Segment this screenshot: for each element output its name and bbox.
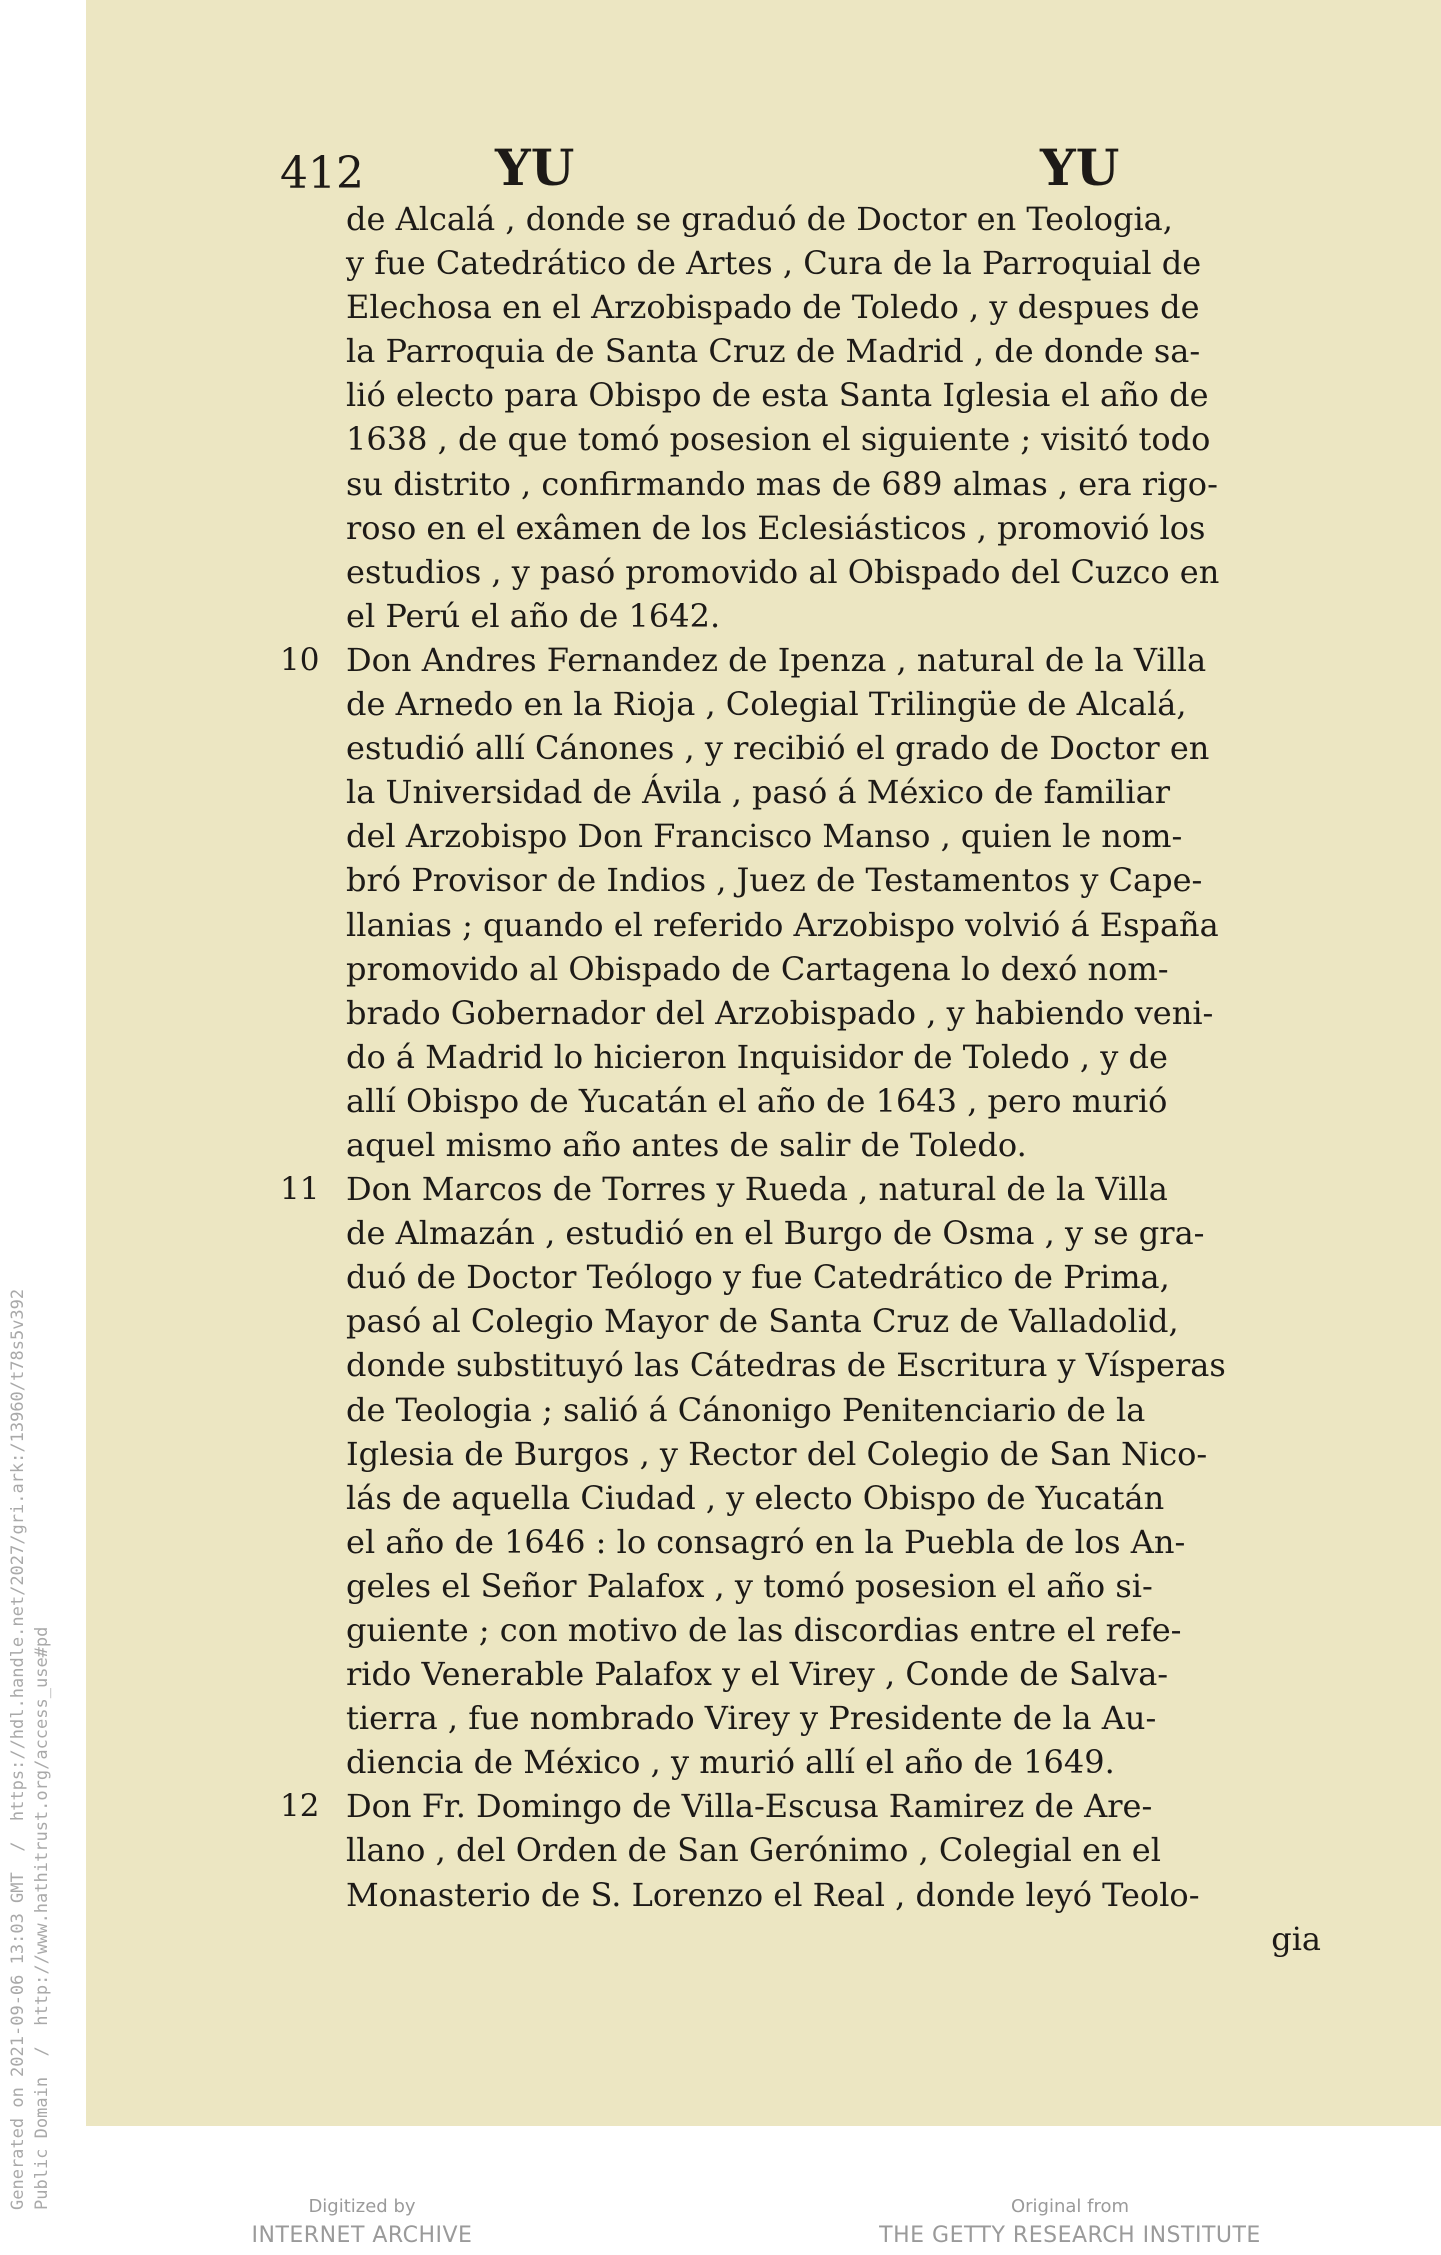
internet-archive-label: INTERNET ARCHIVE [251, 2223, 473, 2248]
line-text: rido Venerable Palafox y el Virey , Conde de Salva- [346, 1655, 1169, 1694]
text-line [280, 726, 1335, 770]
line-text: brado Gobernador del Arzobispado , y habiendo veni- [346, 993, 1214, 1032]
entry-number: 12 [280, 1788, 320, 1825]
page-header [280, 138, 1330, 198]
text-line [280, 506, 1335, 550]
line-text: Iglesia de Burgos , y Rector del Colegio de San Nico- [346, 1434, 1208, 1473]
line-text: 1638 , de que tomó posesion el siguiente ; visitó todo [346, 420, 1211, 459]
text-line [280, 814, 1335, 858]
line-text: bró Provisor de Indios , Juez de Testamentos y Cape- [346, 861, 1203, 900]
line-text: Elechosa en el Arzobispado de Toledo , y despues de [346, 288, 1200, 327]
text-line [280, 594, 1335, 638]
text-line [280, 858, 1335, 902]
text-line [280, 1476, 1335, 1520]
line-text: el año de 1646 : lo consagró en la Puebla de los An- [346, 1522, 1186, 1561]
line-text: la Parroquia de Santa Cruz de Madrid , de donde sa- [346, 332, 1201, 371]
line-text: Don Marcos de Torres y Rueda , natural de la Villa [346, 1170, 1168, 1209]
text-line [280, 1123, 1335, 1167]
text-line [280, 329, 1335, 373]
original-from-label: Original from [1010, 2196, 1130, 2217]
text-line [280, 1432, 1335, 1476]
line-text: y fue Catedrático de Artes , Cura de la Parroquial de [346, 244, 1202, 283]
text-line [280, 1652, 1335, 1696]
text-line [280, 1388, 1335, 1432]
text-line [280, 903, 1335, 947]
text-line [280, 1740, 1335, 1784]
line-text: diencia de México , y murió allí el año de 1649. [346, 1743, 1115, 1782]
text-line [280, 1343, 1335, 1387]
text-line [280, 550, 1335, 594]
line-text: su distrito , confirmando mas de 689 almas , era rigo- [346, 464, 1218, 503]
text-line [280, 1564, 1335, 1608]
line-text: de Arnedo en la Rioja , Colegial Trilingüe de Alcalá, [346, 685, 1187, 724]
stamp-line-1: Generated on 2021-09-06 13:03 GMT / https://hdl.handle.net/2027/gri.ark:/13960/t78s5v392 [8, 1288, 28, 2210]
line-text: lás de aquella Ciudad , y electo Obispo de Yucatán [346, 1478, 1165, 1517]
line-text: roso en el exâmen de los Eclesiásticos , promovió los [346, 508, 1206, 547]
line-text: Monasterio de S. Lorenzo el Real , donde leyó Teolo- [346, 1875, 1200, 1914]
line-text: Don Andres Fernandez de Ipenza , natural de la Villa [346, 640, 1207, 679]
text-line [280, 770, 1335, 814]
original-from [870, 2196, 1270, 2248]
line-text: guiente ; con motivo de las discordias entre el refe- [346, 1611, 1182, 1649]
entry-number: 10 [280, 641, 320, 678]
getty-label: THE GETTY RESEARCH INSTITUTE [879, 2223, 1261, 2248]
stamp-line-2: Public Domain / http://www.hathitrust.org/access_use#pd [32, 1626, 52, 2210]
line-text: promovido al Obispado de Cartagena lo dexó nom- [346, 949, 1169, 988]
text-line [280, 1167, 1335, 1211]
line-text: geles el Señor Palafox , y tomó posesion el año si- [346, 1566, 1153, 1605]
text-line [280, 1299, 1335, 1343]
line-text: de Almazán , estudió en el Burgo de Osma , y se gra- [346, 1214, 1205, 1253]
line-text: do á Madrid lo hicieron Inquisidor de Toledo , y de [346, 1037, 1168, 1076]
text-line [280, 682, 1335, 726]
line-text: Don Fr. Domingo de Villa-Escusa Ramirez de Are- [346, 1787, 1153, 1826]
text-line [280, 1520, 1335, 1564]
page-number: 412 [280, 148, 364, 199]
line-text: aquel mismo año antes de salir de Toledo. [346, 1125, 1027, 1164]
line-text: tierra , fue nombrado Virey y Presidente de la Au- [346, 1699, 1157, 1738]
text-line [280, 417, 1335, 461]
line-text: lió electo para Obispo de esta Santa Iglesia el año de [346, 376, 1209, 415]
text-line [280, 285, 1335, 329]
text-line [280, 991, 1335, 1035]
line-text: estudios , y pasó promovido al Obispado del Cuzco en [346, 552, 1220, 591]
running-head-left: YU [495, 138, 575, 197]
text-line [280, 1608, 1335, 1652]
text-line [280, 373, 1335, 417]
text-line [280, 462, 1335, 506]
text-line [280, 947, 1335, 991]
line-text: duó de Doctor Teólogo y fue Catedrático de Prima, [346, 1258, 1170, 1297]
line-text: del Arzobispo Don Francisco Manso , quien le nom- [346, 817, 1183, 856]
line-text: de Alcalá , donde se graduó de Doctor en Teologia, [346, 200, 1173, 238]
line-text: la Universidad de Ávila , pasó á México de familiar [346, 773, 1170, 812]
running-head-right: YU [1040, 138, 1120, 197]
line-text: estudió allí Cánones , y recibió el grado de Doctor en [346, 729, 1210, 768]
line-text: pasó al Colegio Mayor de Santa Cruz de Valladolid, [346, 1302, 1179, 1341]
catchword: gia [1271, 1919, 1321, 1958]
entry-number: 11 [280, 1171, 320, 1208]
line-text: el Perú el año de 1642. [346, 596, 721, 635]
text-line [280, 197, 1335, 241]
text-line [280, 1828, 1335, 1872]
line-text: donde substituyó las Cátedras de Escritura y Vísperas [346, 1346, 1226, 1385]
line-text: llanias ; quando el referido Arzobispo volvió á España [346, 905, 1219, 944]
text-line [280, 241, 1335, 285]
digitized-by [222, 2196, 502, 2248]
text-line [280, 1079, 1335, 1123]
line-text: allí Obispo de Yucatán el año de 1643 , pero murió [346, 1081, 1168, 1120]
body-text [280, 197, 1335, 1961]
text-line [280, 1873, 1335, 1917]
text-line [280, 638, 1335, 682]
text-line [280, 1784, 1335, 1828]
text-line [280, 1696, 1335, 1740]
hathitrust-stamp [6, 1289, 54, 2210]
text-line [280, 1035, 1335, 1079]
line-text: llano , del Orden de San Gerónimo , Colegial en el [346, 1831, 1161, 1870]
digitized-by-label: Digitized by [308, 2196, 416, 2217]
line-text: de Teologia ; salió á Cánonigo Penitenciario de la [346, 1390, 1146, 1429]
text-line [280, 1211, 1335, 1255]
text-line [280, 1255, 1335, 1299]
